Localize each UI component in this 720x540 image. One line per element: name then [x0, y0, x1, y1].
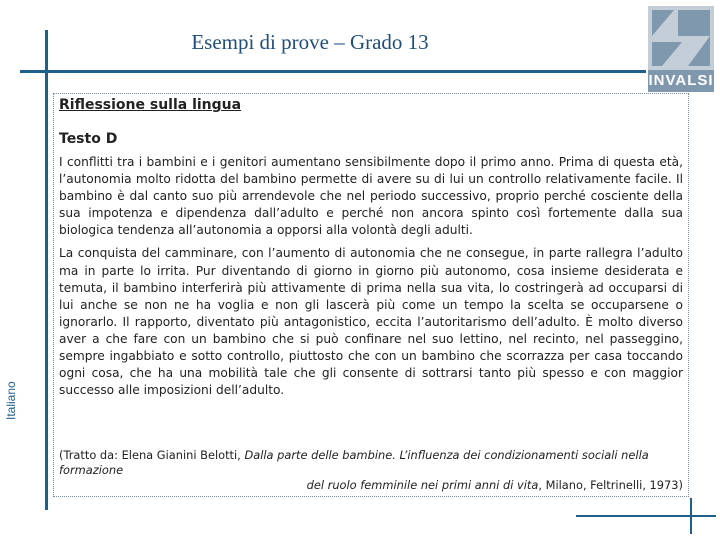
text-title: Testo D [59, 131, 118, 147]
source-prefix: (Tratto da: Elena Gianini Belotti, [59, 448, 245, 462]
left-vertical-rule [45, 30, 48, 510]
page-title: Esempi di prove – Grado 13 [191, 30, 429, 54]
section-title: Riflessione sulla lingua [59, 97, 242, 113]
bottom-horizontal-rule [576, 515, 716, 517]
document-excerpt [53, 93, 689, 497]
paragraph-1: I conflitti tra i bambini e i genitori aumentano sensibilmente dopo il primo anno. Prima di questa età, l’autonomia molto ridotta del bambino permette di avere su di lui un controllo relativamente facile. Il bambino è dal canto suo più arrendevole che nel periodo successivo, proprio perché cosciente della sua impotenza e dipendenza dall’adulto e perché non ancora spinto così fortemente dalla sua biologica tendenza all’autonomia a opporsi alla volontà degli adulti. [59, 155, 683, 238]
paragraph-2: La conquista del camminare, con l’aumento di autonomia che ne consegue, in parte rallegra l’adulto ma in parte lo irrita. Pur diventando di giorno in giorno più autonomo, cosa insieme desiderata e temuta, il bambino interferirà più attivamente di prima nella sua vita, lo costringerà ad occuparsi di lui anche se non ne ha voglia e non gli lascerà più come un tempo la scelta se occuparsene o ignorarlo. Il rapporto, diventato più antagonistico, eccita l’autoritarismo dell’adulto. È molto diverso aver a che fare con un bambino che si può confinare nel suo lettino, nel recinto, nel passeggino, sempre ingabbiato e sotto controllo, piuttosto che con un bambino che scorrazza per casa toccando ogni cosa, che ha una mobilità tale che gli consente di sottrarsi tanto più spesso e con maggior successo alle imposizioni dell’adulto. [59, 246, 683, 398]
invalsi-logo [648, 6, 714, 92]
subject-label: Italiano [4, 381, 18, 420]
bottom-vertical-rule [690, 498, 692, 534]
logo-text: INVALSI [648, 70, 714, 92]
source-citation [59, 448, 683, 493]
source-title-part-1: Dalla parte delle bambine. L’influenza dei condizionamenti sociali nella formazione [59, 448, 649, 477]
top-horizontal-rule [20, 70, 646, 73]
logo-graphic [648, 6, 714, 70]
source-line-1 [59, 448, 683, 478]
source-line-2 [59, 478, 683, 493]
source-title-part-2: del ruolo femminile nei primi anni di vita [306, 478, 539, 492]
source-suffix: , Milano, Feltrinelli, 1973) [538, 478, 683, 492]
